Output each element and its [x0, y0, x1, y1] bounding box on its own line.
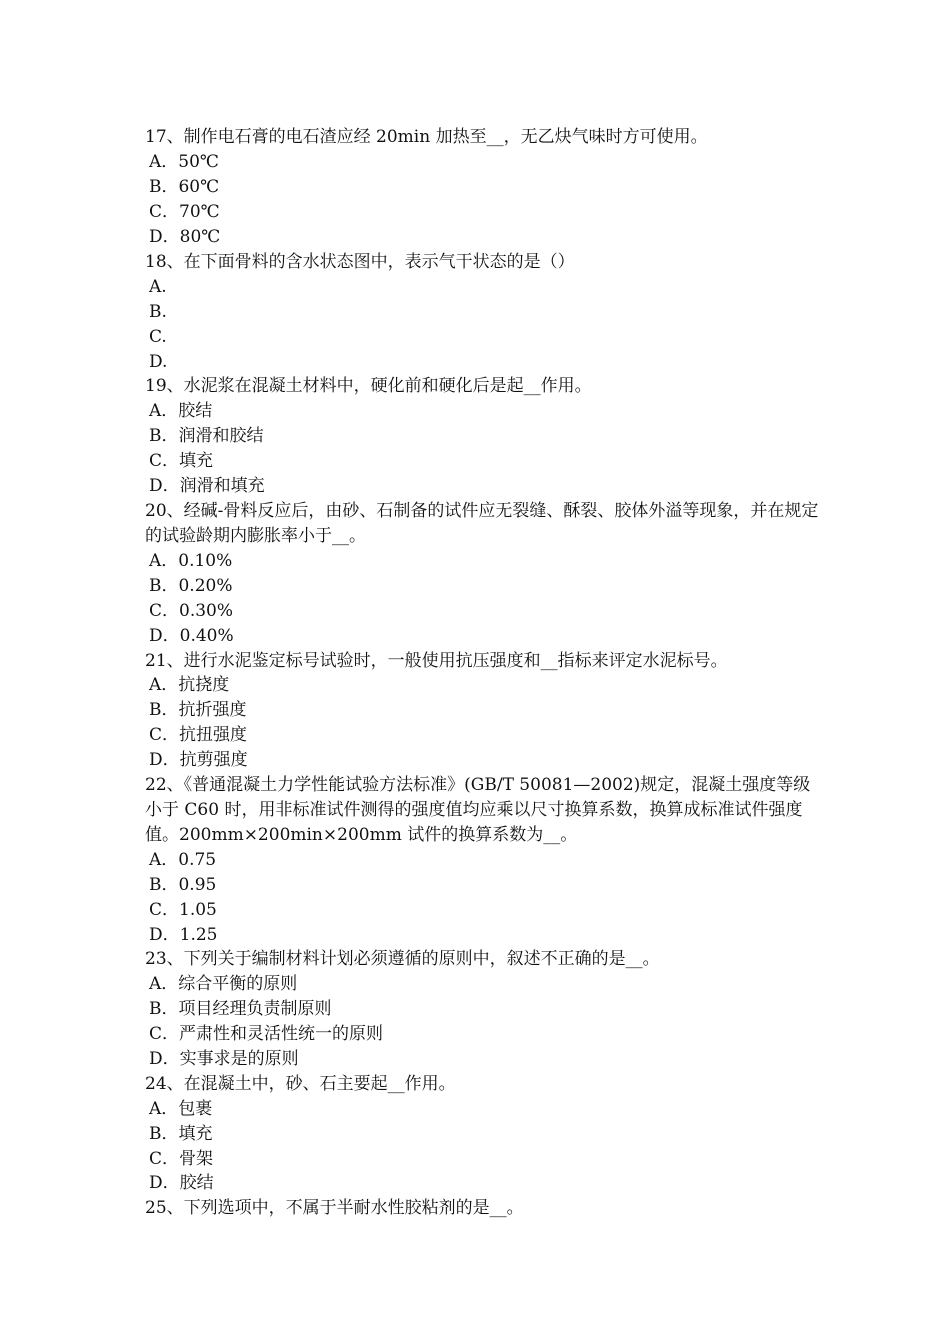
question-23: 23、下列关于编制材料计划必须遵循的原则中，叙述不正确的是__。: [145, 949, 660, 969]
option-c: C．1.05: [149, 900, 217, 920]
question-20: 20、经碱-骨料反应后，由砂、石制备的试件应无裂缝、酥裂、胶体外溢等现象，并在规定的试验龄期内膨胀率小于__。: [145, 501, 819, 546]
option-b: B．填充: [149, 1124, 213, 1144]
option-a: A．包裹: [149, 1099, 213, 1119]
option-b: B．60℃: [149, 177, 220, 197]
option-b: B．0.95: [149, 875, 217, 895]
option-b: B．抗折强度: [149, 700, 247, 720]
option-d: D．0.40%: [149, 626, 234, 646]
option-b: B．项目经理负责制原则: [149, 999, 332, 1019]
question-25: 25、下列选项中，不属于半耐水性胶粘剂的是__。: [145, 1198, 524, 1218]
question-19: 19、水泥浆在混凝土材料中，硬化前和硬化后是起__作用。: [145, 376, 592, 396]
option-d: D．抗剪强度: [149, 750, 248, 770]
option-c: C．70℃: [149, 202, 220, 222]
option-b: B.: [149, 302, 167, 322]
question-17: 17、制作电石膏的电石渣应经 20min 加热至__，无乙炔气味时方可使用。: [145, 127, 708, 147]
option-a: A．0.75: [149, 850, 217, 870]
option-d: D．胶结: [149, 1173, 214, 1193]
question-24: 24、在混凝土中，砂、石主要起__作用。: [145, 1074, 456, 1094]
option-c: C．抗扭强度: [149, 725, 248, 745]
question-21: 21、进行水泥鉴定标号试验时，一般使用抗压强度和__指标来评定水泥标号。: [145, 651, 728, 671]
question-22: 22、《普通混凝土力学性能试验方法标准》(GB/T 50081—2002)规定，混凝土强度等级小于 C60 时，用非标准试件测得的强度值均应乘以尺寸换算系数，换算成标准试件强度值。200mm×200min×200mm 试件的换算系数为__。: [145, 775, 811, 845]
option-c: C．0.30%: [149, 601, 234, 621]
option-a: A．0.10%: [149, 551, 233, 571]
option-d: D．润滑和填充: [149, 476, 265, 496]
option-b: B．0.20%: [149, 576, 233, 596]
option-a: A．50℃: [149, 152, 219, 172]
option-c: C．骨架: [149, 1149, 214, 1169]
option-a: A．胶结: [149, 401, 213, 421]
option-d: D.: [149, 352, 168, 372]
option-b: B．润滑和胶结: [149, 426, 264, 446]
option-a: A.: [149, 277, 167, 297]
option-d: D．80℃: [149, 227, 221, 247]
option-c: C．严肃性和灵活性统一的原则: [149, 1024, 384, 1044]
option-a: A．抗挠度: [149, 675, 230, 695]
option-c: C．填充: [149, 451, 214, 471]
option-a: A．综合平衡的原则: [149, 974, 298, 994]
option-d: D．实事求是的原则: [149, 1049, 299, 1069]
option-d: D．1.25: [149, 925, 218, 945]
option-c: C.: [149, 327, 167, 347]
question-18: 18、在下面骨料的含水状态图中，表示气干状态的是（）: [145, 252, 575, 272]
